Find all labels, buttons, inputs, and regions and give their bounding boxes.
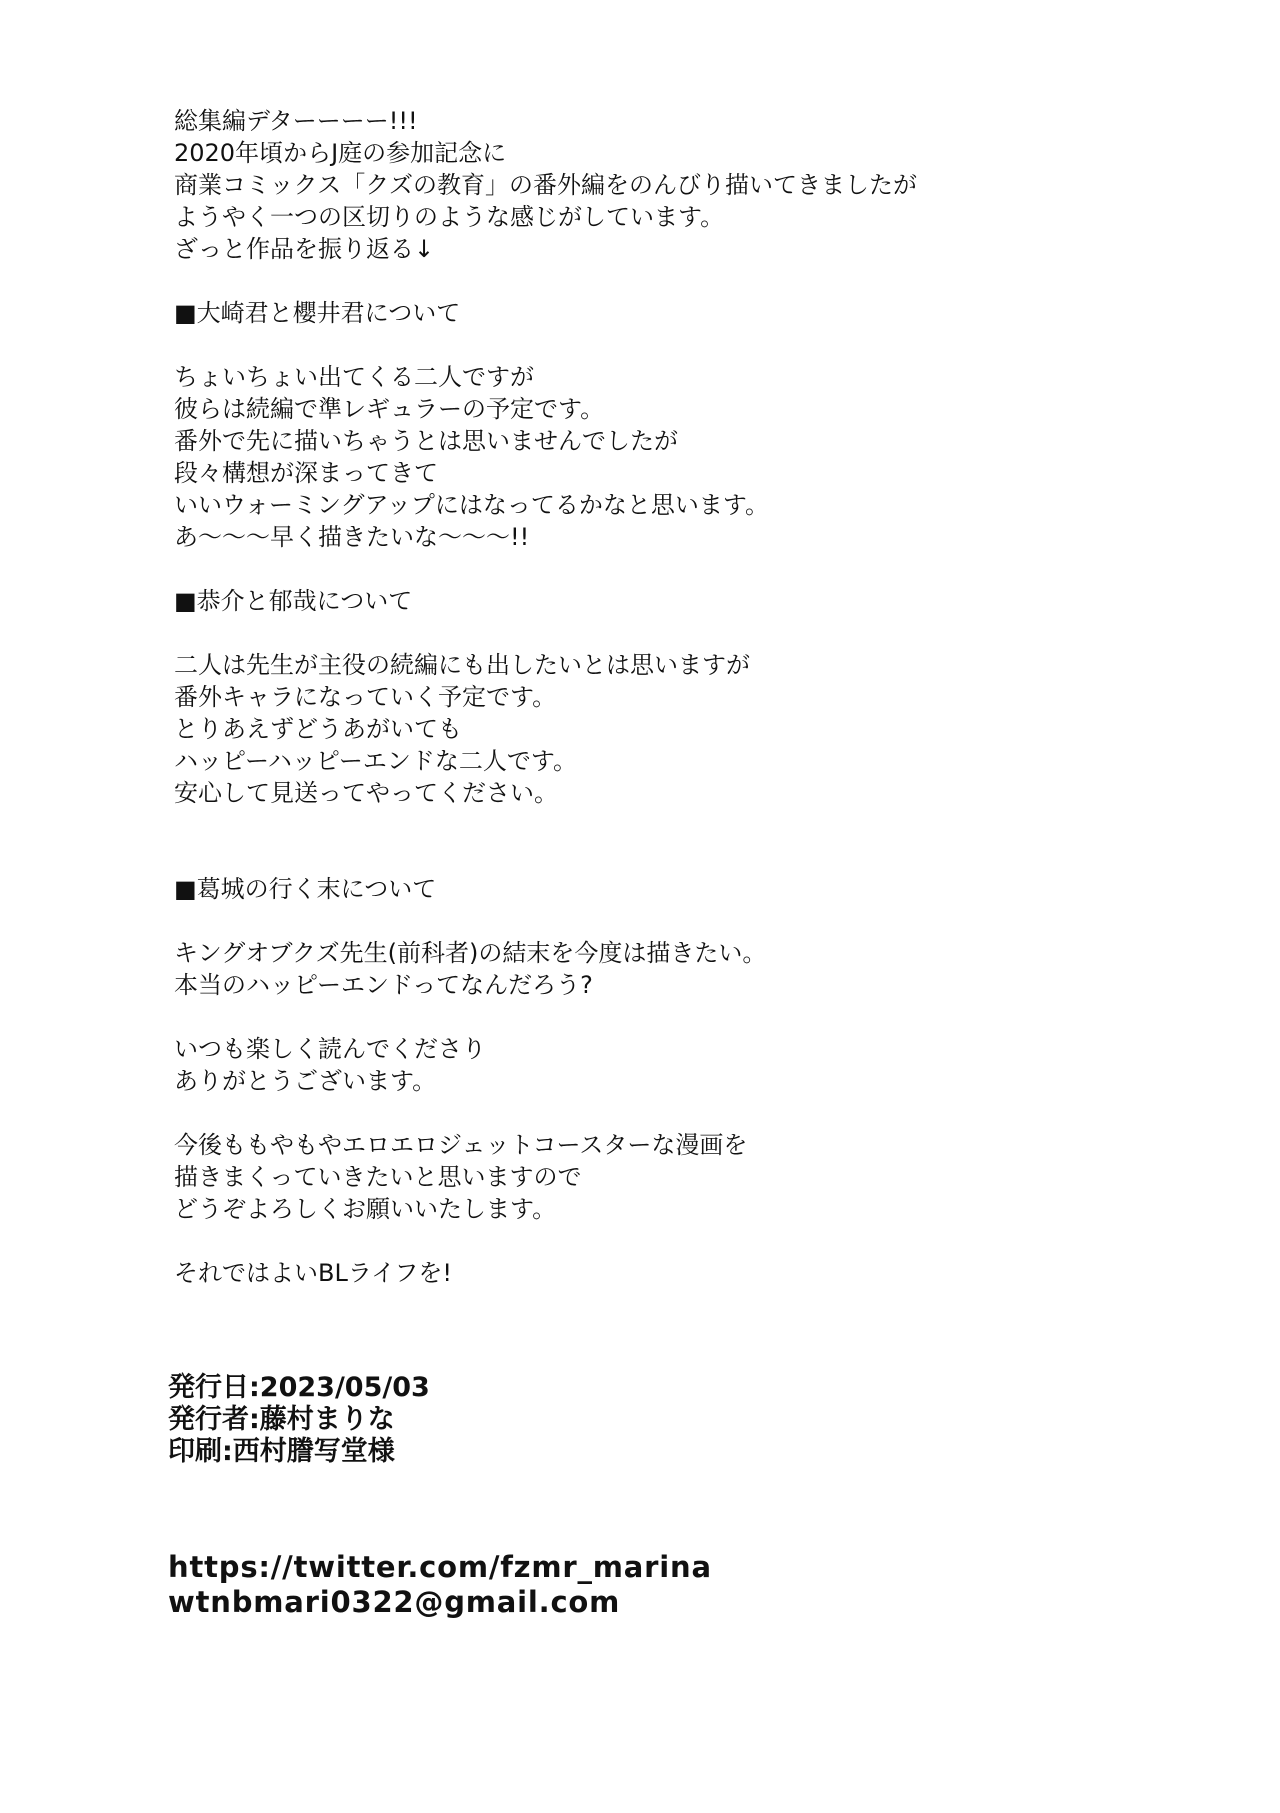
spacer	[174, 1097, 1174, 1129]
intro-line: 総集編デターーーー!!!	[174, 107, 418, 135]
section-heading: ■大崎君と櫻井君について	[174, 299, 461, 327]
section2-line: ハッピーハッピーエンドな二人です。	[174, 747, 577, 775]
spacer	[174, 905, 1174, 937]
spacer	[174, 553, 1174, 585]
intro-line: 2020年頃からJ庭の参加記念に	[174, 139, 507, 167]
section2-line: 二人は先生が主役の続編にも出したいとは思いますが	[174, 651, 750, 679]
future-line: どうぞよろしくお願いいたします。	[174, 1195, 557, 1223]
email-address: wtnbmari0322@gmail.com	[168, 1585, 621, 1619]
section1-line: 段々構想が深まってきて	[174, 459, 438, 487]
section1-line: あ〜〜〜早く描きたいな〜〜〜!!	[174, 523, 530, 551]
intro-line: 商業コミックス「クズの教育」の番外編をのんびり描いてきましたが	[174, 171, 918, 199]
section-heading: ■恭介と郁哉について	[174, 587, 413, 615]
section1-line: いいウォーミングアップにはなってるかなと思います。	[174, 491, 769, 519]
twitter-url: https://twitter.com/fzmr_marina	[168, 1550, 712, 1584]
section2-line: とりあえずどうあがいても	[174, 715, 462, 743]
thanks-line: いつも楽しく読んでくださり	[174, 1035, 486, 1063]
printer: 印刷:西村謄写堂様	[168, 1436, 395, 1467]
contact-info	[168, 1550, 712, 1620]
spacer	[174, 265, 1174, 297]
spacer	[174, 617, 1174, 649]
section2-line: 番外キャラになっていく予定です。	[174, 683, 557, 711]
section2-line: 安心して見送ってやってください。	[174, 779, 558, 807]
section1-line: 番外で先に描いちゃうとは思いませんでしたが	[174, 427, 678, 455]
intro-line: ざっと作品を振り返る↓	[174, 235, 435, 263]
spacer	[174, 1225, 1174, 1257]
future-line: 今後ももやもやエロエロジェットコースターな漫画を	[174, 1131, 748, 1159]
future-line: 描きまくっていきたいと思いますので	[174, 1163, 582, 1191]
section1-line: ちょいちょい出てくる二人ですが	[174, 363, 534, 391]
spacer	[174, 1001, 1174, 1033]
spacer	[174, 329, 1174, 361]
thanks-line: ありがとうございます。	[174, 1067, 437, 1095]
section3-line: キングオブクズ先生(前科者)の結末を今度は描きたい。	[174, 939, 767, 967]
section-heading: ■葛城の行く末について	[174, 875, 437, 903]
publisher: 発行者:藤村まりな	[168, 1404, 395, 1435]
spacer	[174, 809, 1174, 873]
afterword-text	[174, 105, 1174, 1289]
section3-line: 本当のハッピーエンドってなんだろう?	[174, 971, 593, 999]
section1-line: 彼らは続編で準レギュラーの予定です。	[174, 395, 605, 423]
closing-line: それではよいBLライフを!	[174, 1259, 453, 1287]
publication-date: 発行日:2023/05/03	[168, 1372, 430, 1403]
intro-line: ようやく一つの区切りのような感じがしています。	[174, 203, 725, 231]
colophon	[168, 1372, 430, 1468]
